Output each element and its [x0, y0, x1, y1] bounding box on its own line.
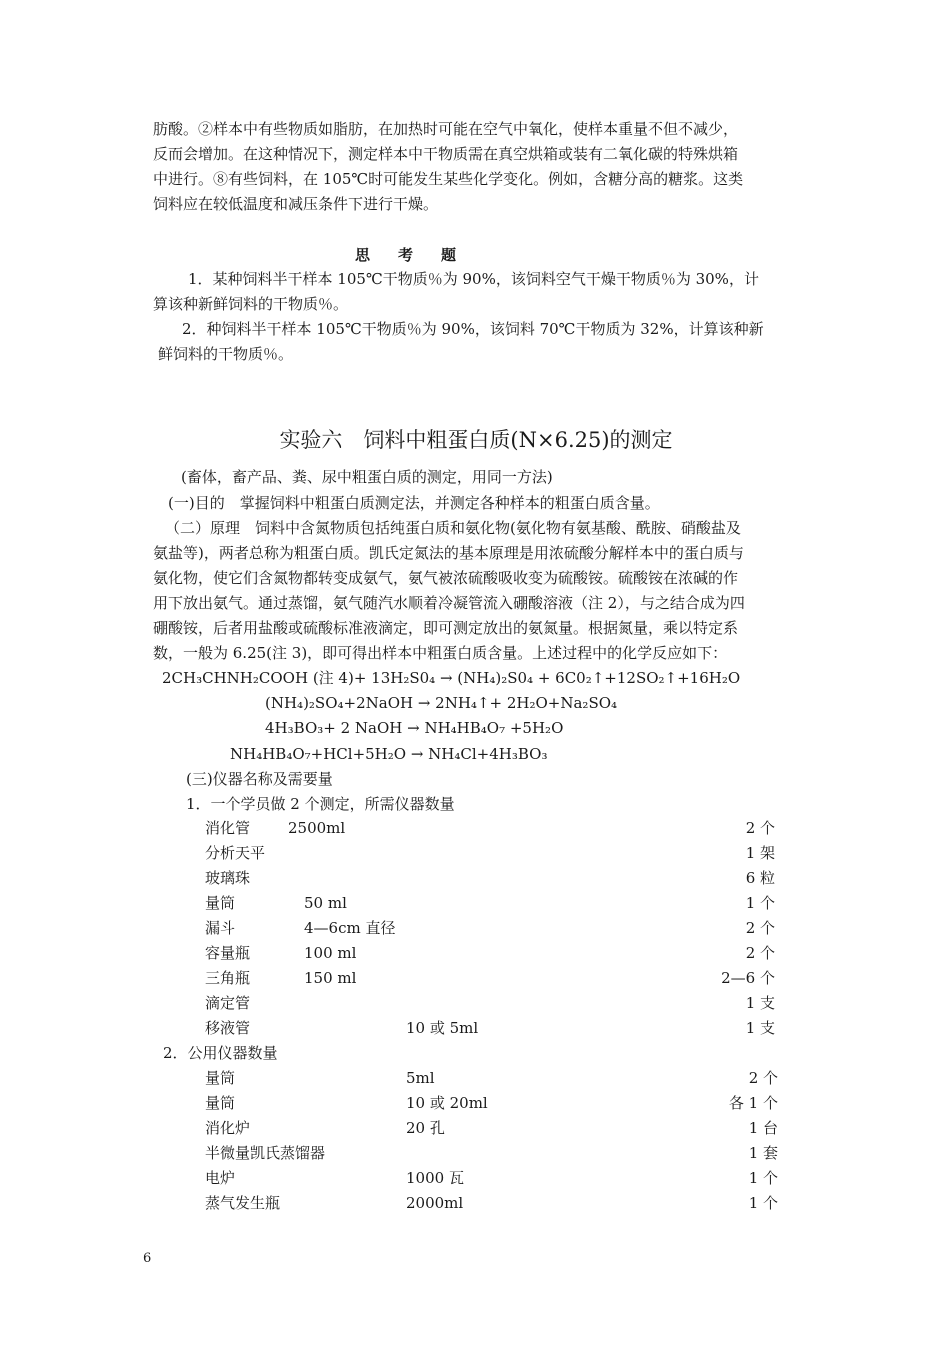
principle-line: 氨盐等)，两者总称为粗蛋白质。凯氏定氮法的基本原理是用浓硫酸分解样本中的蛋白质与 [153, 544, 744, 562]
instrument-name: 玻璃珠 [205, 869, 251, 887]
instrument-qty: 1 套 [748, 1144, 778, 1162]
instrument-spec: 50 ml [304, 894, 347, 912]
instrument-name: 消化管 [205, 819, 251, 837]
instrument-qty: 2—6 个 [721, 969, 775, 987]
principle-line: 硼酸铵，后者用盐酸或硫酸标准液滴定，即可测定放出的氨氮量。根据氮量，乘以特定系 [153, 619, 739, 637]
instrument-name: 漏斗 [205, 919, 236, 937]
instrument-name: 容量瓶 [205, 944, 251, 962]
instrument-qty: 1 支 [745, 1019, 775, 1037]
instrument-qty: 2 个 [748, 1069, 778, 1087]
principle-line: 用下放出氨气。通过蒸馏，氨气随汽水顺着冷凝管流入硼酸溶液（注 2），与之结合成为四 [153, 594, 745, 612]
equation: NH₄HB₄O₇+HCl+5H₂O → NH₄Cl+4H₃BO₃ [230, 745, 548, 763]
question-line: 1．某种饲料半干样本 105℃干物质％为 90%，该饲料空气干燥干物质％为 30%，计 [188, 270, 759, 288]
instrument-spec: 20 孔 [406, 1119, 445, 1137]
instrument-qty: 2 个 [745, 919, 775, 937]
equation: 2CH₃CHNH₂COOH (注 4)+ 13H₂S0₄ → (NH₄)₂S0₄ + 6C0₂↑+12SO₂↑+16H₂O [162, 669, 741, 687]
instrument-qty: 2 个 [745, 944, 775, 962]
instrument-name: 量筒 [205, 1094, 236, 1112]
intro-line: 反而会增加。在这种情况下，测定样本中干物质需在真空烘箱或装有二氧化碳的特殊烘箱 [153, 145, 739, 163]
question-line: 2．种饲料半干样本 105℃干物质％为 90%，该饲料 70℃干物质为 32%，计算该种新 [182, 320, 764, 338]
instrument-name: 蒸气发生瓶 [205, 1194, 281, 1212]
instrument-spec: 150 ml [304, 969, 357, 987]
instrument-name: 量筒 [205, 894, 236, 912]
instrument-qty: 1 个 [745, 894, 775, 912]
page-number: 6 [143, 1251, 152, 1266]
instrument-spec: 5ml [406, 1069, 435, 1087]
questions-heading-char: 考 [398, 246, 414, 264]
experiment-purpose: (一)目的 掌握饲料中粗蛋白质测定法，并测定各种样本的粗蛋白质含量。 [168, 494, 660, 512]
equation: (NH₄)₂SO₄+2NaOH → 2NH₄↑+ 2H₂O+Na₂SO₄ [265, 694, 618, 712]
instrument-qty: 2 个 [745, 819, 775, 837]
instrument-qty: 1 架 [745, 844, 775, 862]
instrument-spec: 4—6cm 直径 [304, 919, 396, 937]
experiment-note: (畜体，畜产品、粪、尿中粗蛋白质的测定，用同一方法) [181, 468, 553, 486]
instrument-name: 三角瓶 [205, 969, 251, 987]
instrument-qty: 各 1 个 [728, 1094, 778, 1112]
instrument-spec: 2500ml [288, 819, 346, 837]
instrument-qty: 1 台 [748, 1119, 778, 1137]
principle-line: （二）原理 饲料中含氮物质包括纯蛋白质和氨化物(氨化物有氨基酸、酰胺、硝酸盐及 [165, 519, 741, 537]
instrument-spec: 10 或 20ml [406, 1094, 488, 1112]
instrument-name: 量筒 [205, 1069, 236, 1087]
instrument-name: 分析天平 [205, 844, 266, 862]
instrument-name: 移液管 [205, 1019, 251, 1037]
student-heading: 1．一个学员做 2 个测定，所需仪器数量 [186, 795, 455, 813]
question-line: 算该种新鲜饲料的干物质％。 [153, 295, 349, 313]
instrument-qty: 1 支 [745, 994, 775, 1012]
intro-line: 饲料应在较低温度和减压条件下进行干燥。 [153, 195, 439, 213]
instrument-spec: 10 或 5ml [406, 1019, 479, 1037]
questions-heading-char: 思 [355, 246, 371, 264]
principle-line: 数，一般为 6.25(注 3)，即可得出样本中粗蛋白质含量。上述过程中的化学反应如下： [153, 644, 728, 662]
instrument-qty: 1 个 [748, 1169, 778, 1187]
instrument-name: 电炉 [205, 1169, 236, 1187]
intro-line: 中进行。⑧有些饲料，在 105℃时可能发生某些化学变化。例如，含糖分高的糖浆。这类 [153, 170, 744, 188]
questions-heading-char: 题 [441, 246, 457, 264]
instrument-name: 滴定管 [205, 994, 251, 1012]
experiment-title: 实验六 饲料中粗蛋白质(N×6.25)的测定 [279, 428, 673, 452]
public-heading: 2．公用仪器数量 [163, 1044, 278, 1062]
question-line: 鲜饲料的干物质％。 [158, 345, 294, 363]
instrument-name: 半微量凯氏蒸馏器 [205, 1144, 326, 1162]
instruments-heading: (三)仪器名称及需要量 [186, 770, 333, 788]
instrument-qty: 1 个 [748, 1194, 778, 1212]
instrument-spec: 2000ml [406, 1194, 464, 1212]
instrument-spec: 100 ml [304, 944, 357, 962]
equation: 4H₃BO₃+ 2 NaOH → NH₄HB₄O₇ +5H₂O [265, 719, 564, 737]
instrument-spec: 1000 瓦 [406, 1169, 464, 1187]
instrument-name: 消化炉 [205, 1119, 251, 1137]
principle-line: 氨化物，使它们含氮物都转变成氨气，氨气被浓硫酸吸收变为硫酸铵。硫酸铵在浓碱的作 [153, 569, 739, 587]
instrument-qty: 6 粒 [745, 869, 775, 887]
intro-line: 肪酸。②样本中有些物质如脂肪，在加热时可能在空气中氧化，使样本重量不但不减少， [153, 120, 739, 138]
